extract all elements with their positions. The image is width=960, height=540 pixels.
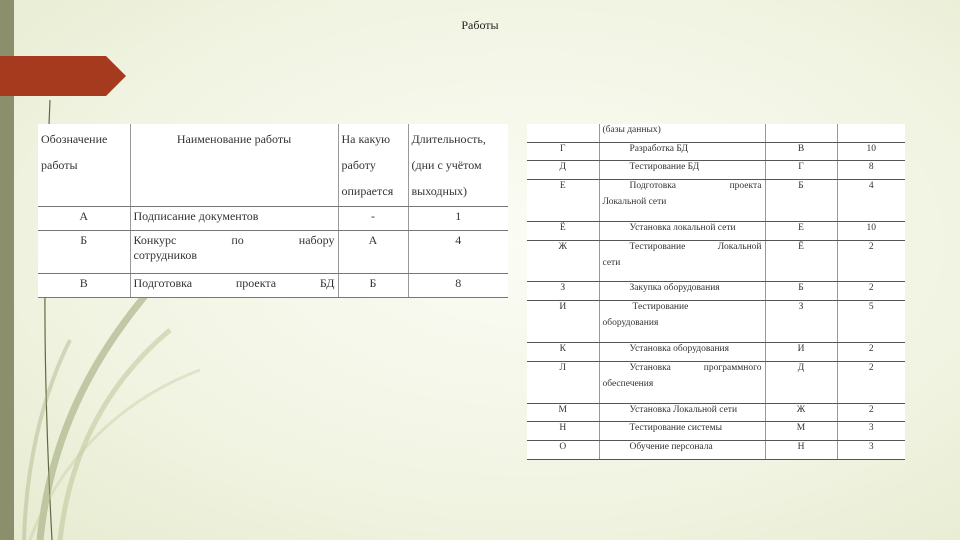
row-depends: Ё bbox=[765, 240, 837, 282]
table-row bbox=[527, 422, 905, 441]
row-depends: Б bbox=[765, 180, 837, 222]
table-row bbox=[527, 343, 905, 362]
row-name: Разработка БД bbox=[599, 142, 765, 161]
row-code: Б bbox=[38, 231, 130, 273]
row-depends: Н bbox=[765, 441, 837, 460]
row-name: Установка программного обеспечения bbox=[599, 361, 765, 403]
table-row bbox=[38, 273, 508, 297]
row-code: М bbox=[527, 403, 599, 422]
row-name: Подготовка проекта БД bbox=[130, 273, 338, 297]
row-depends: З bbox=[765, 301, 837, 343]
row-code: В bbox=[38, 273, 130, 297]
row-code: Л bbox=[527, 361, 599, 403]
works-table-part-2 bbox=[527, 124, 905, 460]
row-depends: Б bbox=[765, 282, 837, 301]
table-row bbox=[38, 207, 508, 231]
row-name: Тестирование БД bbox=[599, 161, 765, 180]
row-depends: А bbox=[338, 231, 408, 273]
row-code: Ж bbox=[527, 240, 599, 282]
row-depends: И bbox=[765, 343, 837, 362]
row-duration: 2 bbox=[837, 361, 905, 403]
row-code: Д bbox=[527, 161, 599, 180]
table-row bbox=[527, 180, 905, 222]
row-name: Установка локальной сети bbox=[599, 221, 765, 240]
works-table-part-1 bbox=[38, 124, 508, 298]
table-row bbox=[527, 161, 905, 180]
row-code: Г bbox=[527, 142, 599, 161]
row-depends: Ж bbox=[765, 403, 837, 422]
row-depends: Д bbox=[765, 361, 837, 403]
table-row bbox=[38, 231, 508, 273]
row-code: Е bbox=[527, 180, 599, 222]
header-designation: Обозначение работы bbox=[38, 124, 130, 207]
row-depends: В bbox=[765, 142, 837, 161]
row-name: Конкурс по набору сотрудников bbox=[130, 231, 338, 273]
row-duration: 4 bbox=[408, 231, 508, 273]
table-row bbox=[527, 403, 905, 422]
row-duration: 10 bbox=[837, 142, 905, 161]
row-duration: 10 bbox=[837, 221, 905, 240]
table-row bbox=[527, 282, 905, 301]
row-duration: 2 bbox=[837, 282, 905, 301]
row-name: Тестирование Локальной сети bbox=[599, 240, 765, 282]
row-duration: 8 bbox=[837, 161, 905, 180]
row-name: Подготовка проекта Локальной сети bbox=[599, 180, 765, 222]
row-duration: 1 bbox=[408, 207, 508, 231]
row-depends: Г bbox=[765, 161, 837, 180]
table-row bbox=[527, 301, 905, 343]
row-depends: - bbox=[338, 207, 408, 231]
row-name: Обучение персонала bbox=[599, 441, 765, 460]
row-duration: 2 bbox=[837, 240, 905, 282]
row-code: О bbox=[527, 441, 599, 460]
table-header-row bbox=[38, 124, 508, 207]
table-row bbox=[527, 142, 905, 161]
row-code: Ё bbox=[527, 221, 599, 240]
table-row bbox=[527, 240, 905, 282]
row-duration: 2 bbox=[837, 403, 905, 422]
row-name: Подписание документов bbox=[130, 207, 338, 231]
row-code: К bbox=[527, 343, 599, 362]
row-name: Тестирование системы bbox=[599, 422, 765, 441]
row-duration: 8 bbox=[408, 273, 508, 297]
row-depends: Е bbox=[765, 221, 837, 240]
row-name: Установка Локальной сети bbox=[599, 403, 765, 422]
table-row bbox=[527, 441, 905, 460]
row-duration: 4 bbox=[837, 180, 905, 222]
header-duration: Длительность, (дни с учётом выходных) bbox=[408, 124, 508, 207]
table-row bbox=[527, 361, 905, 403]
row-duration: 3 bbox=[837, 422, 905, 441]
header-name: Наименование работы bbox=[130, 124, 338, 207]
header-depends: На какую работу опирается bbox=[338, 124, 408, 207]
slide-title: Работы bbox=[461, 18, 499, 32]
row-name: Закупка оборудования bbox=[599, 282, 765, 301]
table-row bbox=[527, 221, 905, 240]
row-code: З bbox=[527, 282, 599, 301]
row-code: А bbox=[38, 207, 130, 231]
row-name: (базы данных) bbox=[599, 124, 765, 142]
row-depends: Б bbox=[338, 273, 408, 297]
row-name: Тестирование оборудования bbox=[599, 301, 765, 343]
row-depends: М bbox=[765, 422, 837, 441]
row-name: Установка оборудования bbox=[599, 343, 765, 362]
row-duration: 2 bbox=[837, 343, 905, 362]
row-duration: 5 bbox=[837, 301, 905, 343]
table-row-continuation bbox=[527, 124, 905, 142]
row-code: Н bbox=[527, 422, 599, 441]
row-code: И bbox=[527, 301, 599, 343]
row-duration: 3 bbox=[837, 441, 905, 460]
